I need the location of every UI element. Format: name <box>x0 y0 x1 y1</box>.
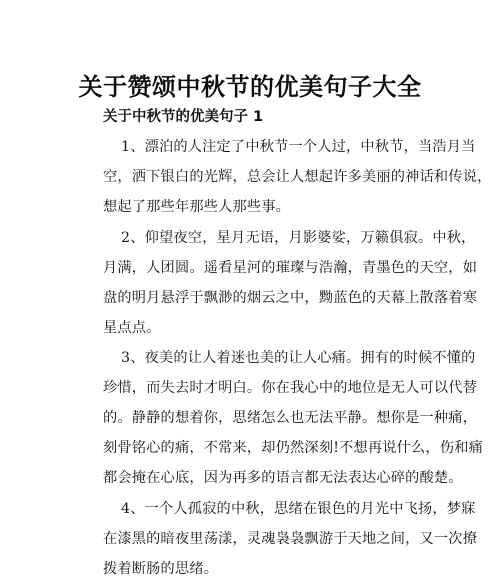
paragraph-3-line-1: 3、夜美的让人着迷也美的让人心痛。拥有的时候不懂的 <box>121 350 476 366</box>
document-title: 关于赞颂中秋节的优美句子大全 <box>78 73 422 101</box>
section-heading: 关于中秋节的优美句子 1 <box>103 109 264 125</box>
paragraph-2-line-1: 2、仰望夜空，星月无语，月影婆娑，万籁俱寂。中秋， <box>121 230 476 246</box>
paragraph-3-line-3: 的。静静的想着你，思绪怎么也无法平静。想你是一种痛， <box>103 410 478 426</box>
paragraph-1-line-2: 空，洒下银白的光辉，总会让人想起许多美丽的神话和传说， <box>103 169 492 185</box>
paragraph-4-line-3: 拨着断肠的思绪。 <box>103 561 219 577</box>
paragraph-2-line-2: 月满，人团圆。遥看星河的璀璨与浩瀚，青墨色的天空，如 <box>103 260 478 276</box>
paragraph-1-line-3: 想起了那些年那些人那些事。 <box>103 199 291 215</box>
paragraph-4-line-2: 在漆黑的暗夜里荡漾，灵魂袅袅飘游于天地之间，又一次撩 <box>103 531 478 547</box>
paragraph-3-line-4: 刻骨铭心的痛，不常来，却仍然深刻!不想再说什么，伤和痛 <box>103 440 483 456</box>
paragraph-3-line-2: 珍惜，而失去时才明白。你在我心中的地位是无人可以代替 <box>103 380 478 396</box>
paragraph-1-line-1: 1、漂泊的人注定了中秋节一个人过，中秋节，当浩月当 <box>121 139 476 155</box>
paragraph-2-line-3: 盘的明月悬浮于飘渺的烟云之中，黝蓝色的天幕上散落着寒 <box>103 290 478 306</box>
paragraph-2-line-4: 星点点。 <box>103 320 161 336</box>
paragraph-4-line-1: 4、一个人孤寂的中秋，思绪在银色的月光中飞扬，梦寐 <box>121 501 476 517</box>
paragraph-3-line-5: 都会掩在心底，因为再多的语言都无法表达心碎的酸楚。 <box>103 470 463 486</box>
